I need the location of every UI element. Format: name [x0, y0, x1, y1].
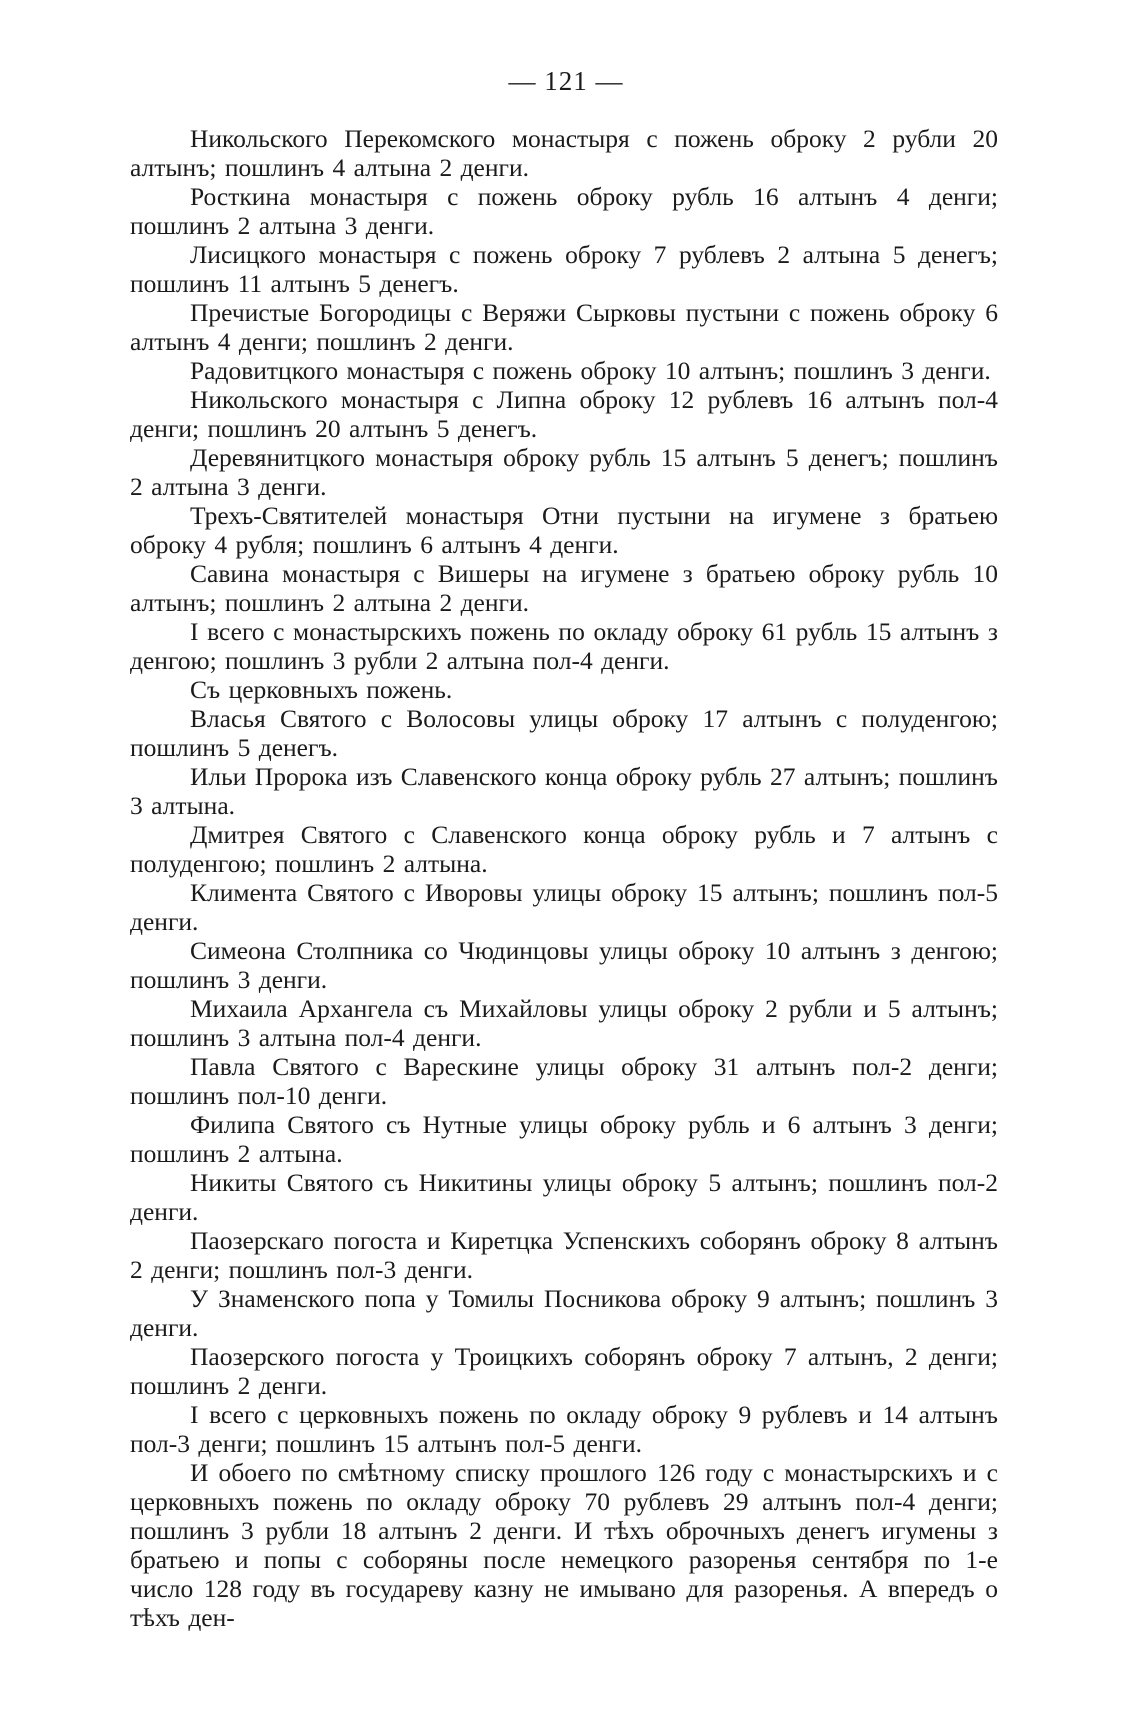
paragraph: Дмитрея Святого с Славенского конца оброку рубль и 7 алтынъ с полуденгою; пошлинъ 2 алтына.: [130, 820, 998, 878]
paragraph: Симеона Столпника со Чюдинцовы улицы оброку 10 алтынъ з денгою; пошлинъ 3 денги.: [130, 936, 998, 994]
body-text: [130, 124, 998, 1632]
page-number: — 121 —: [508, 66, 624, 96]
paragraph: Павла Святого с Варескине улицы оброку 31 алтынъ пол-2 денги; пошлинъ пол-10 денги.: [130, 1052, 998, 1110]
paragraph: I всего с монастырскихъ пожень по окладу оброку 61 рубль 15 алтынъ з денгою; пошлинъ 3 рубли 2 алтына пол-4 денги.: [130, 617, 998, 675]
paragraph: Власья Святого с Волосовы улицы оброку 17 алтынъ с полуденгою; пошлинъ 5 денегъ.: [130, 704, 998, 762]
paragraph: Пречистые Богородицы с Веряжи Сырковы пустыни с пожень оброку 6 алтынъ 4 денги; пошлинъ 2 денги.: [130, 298, 998, 356]
paragraph: Радовитцкого монастыря с пожень оброку 10 алтынъ; пошлинъ 3 денги.: [190, 356, 991, 385]
paragraph: Савина монастыря с Вишеры на игумене з братьею оброку рубль 10 алтынъ; пошлинъ 2 алтына 2 денги.: [130, 559, 998, 617]
paragraph: Росткина монастыря с пожень оброку рубль 16 алтынъ 4 денги; пошлинъ 2 алтына 3 денги.: [130, 182, 998, 240]
paragraph: Никольского монастыря с Липна оброку 12 рублевъ 16 алтынъ пол-4 денги; пошлинъ 20 алтынъ 5 денегъ.: [130, 385, 998, 443]
paragraph: Филипа Святого съ Нутные улицы оброку рубль и 6 алтынъ 3 денги; пошлинъ 2 алтына.: [130, 1110, 998, 1168]
paragraph: Деревянитцкого монастыря оброку рубль 15 алтынъ 5 денегъ; пошлинъ 2 алтына 3 денги.: [130, 443, 998, 501]
paragraph: Трехъ-Святителей монастыря Отни пустыни на игумене з братьею оброку 4 рубля; пошлинъ 6 алтынъ 4 денги.: [130, 501, 998, 559]
paragraph: Паозерского погоста у Троицкихъ соборянъ оброку 7 алтынъ, 2 денги; пошлинъ 2 денги.: [130, 1342, 998, 1400]
paragraph: Климента Святого с Иворовы улицы оброку 15 алтынъ; пошлинъ пол-5 денги.: [130, 878, 998, 936]
paragraph: Паозерскаго погоста и Киретцка Успенскихъ соборянъ оброку 8 алтынъ 2 денги; пошлинъ пол-3 денги.: [130, 1226, 998, 1284]
paragraph: Никиты Святого съ Никитины улицы оброку 5 алтынъ; пошлинъ пол-2 денги.: [130, 1168, 998, 1226]
paragraph: Лисицкого монастыря с пожень оброку 7 рублевъ 2 алтына 5 денегъ; пошлинъ 11 алтынъ 5 денегъ.: [130, 240, 998, 298]
paragraph: Никольского Перекомского монастыря с пожень оброку 2 рубли 20 алтынъ; пошлинъ 4 алтына 2 денги.: [130, 124, 998, 182]
section-heading: Съ церковныхъ пожень.: [190, 675, 453, 704]
paragraph: У Знаменского попа у Томилы Посникова оброку 9 алтынъ; пошлинъ 3 денги.: [130, 1284, 998, 1342]
paragraph: Ильи Пророка изъ Славенского конца оброку рубль 27 алтынъ; пошлинъ 3 алтына.: [130, 762, 998, 820]
paragraph: I всего с церковныхъ пожень по окладу оброку 9 рублевъ и 14 алтынъ пол-3 денги; пошлинъ 15 алтынъ пол-5 денги.: [130, 1400, 998, 1458]
paragraph: И обоего по смѣтному списку прошлого 126 году с монастырскихъ и с церковныхъ пожень по окладу оброку 70 рублевъ 29 алтынъ пол-4 денги; пошлинъ 3 рубли 18 алтынъ 2 денги. И тѣхъ оброчныхъ денегъ игумены з братьею и попы с соборяны после немецкого разоренья сентября по 1-е число 128 году въ государеву казну не имывано для разоренья. А впередъ о тѣхъ ден-: [130, 1458, 998, 1632]
paragraph: Михаила Архангела съ Михайловы улицы оброку 2 рубли и 5 алтынъ; пошлинъ 3 алтына пол-4 денги.: [130, 994, 998, 1052]
